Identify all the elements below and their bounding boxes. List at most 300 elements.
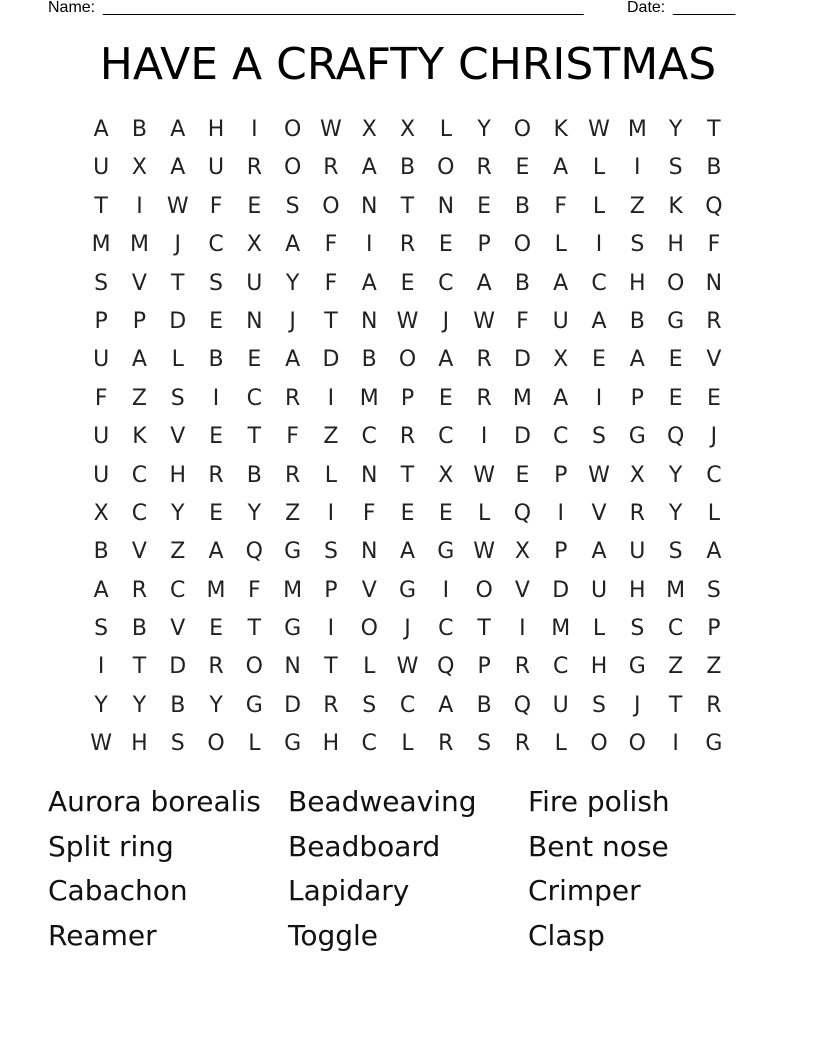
grid-letter: I bbox=[136, 193, 143, 219]
grid-letter: A bbox=[170, 117, 186, 142]
word-bank-item: Cabachon bbox=[48, 874, 188, 908]
grid-letter: E bbox=[592, 347, 606, 373]
grid-letter: I bbox=[365, 232, 373, 258]
grid-letter: U bbox=[629, 539, 646, 565]
grid-letter: A bbox=[553, 155, 569, 181]
grid-letter: L bbox=[171, 347, 184, 373]
grid-letter: Z bbox=[706, 654, 722, 680]
grid-letter: E bbox=[247, 193, 262, 219]
grid-letter: C bbox=[170, 577, 186, 603]
grid-letter: W bbox=[396, 308, 419, 334]
grid-row bbox=[82, 533, 733, 571]
grid-letter: T bbox=[707, 117, 721, 142]
grid-letter: X bbox=[629, 462, 645, 488]
grid-letter: R bbox=[399, 424, 416, 450]
grid-letter: P bbox=[400, 385, 415, 411]
grid-letter: G bbox=[667, 308, 685, 334]
grid-letter: E bbox=[477, 193, 492, 219]
grid-letter: H bbox=[131, 731, 148, 757]
grid-row bbox=[82, 380, 733, 418]
grid-letter: Z bbox=[170, 539, 186, 565]
grid-letter: X bbox=[131, 155, 147, 181]
grid-letter: P bbox=[554, 462, 568, 488]
grid-letter: R bbox=[629, 500, 645, 526]
grid-letter: I bbox=[327, 500, 335, 526]
grid-letter: R bbox=[284, 385, 301, 411]
grid-letter: H bbox=[667, 232, 684, 258]
grid-letter: T bbox=[94, 193, 108, 219]
grid-letter: A bbox=[208, 539, 224, 565]
grid-letter: A bbox=[553, 385, 569, 411]
grid-letter: B bbox=[399, 155, 416, 181]
grid-letter: C bbox=[438, 616, 454, 642]
grid-letter: P bbox=[477, 654, 491, 680]
grid-letter: L bbox=[592, 193, 606, 219]
grid-letter: S bbox=[170, 385, 185, 411]
grid-letter: T bbox=[668, 692, 683, 718]
grid-letter: X bbox=[399, 117, 416, 142]
grid-letter: J bbox=[634, 692, 641, 718]
date-blank-line: _______ bbox=[673, 0, 736, 16]
grid-letter: X bbox=[361, 117, 377, 142]
grid-letter: M bbox=[359, 385, 379, 411]
grid-letter: F bbox=[248, 577, 261, 603]
grid-letter: W bbox=[588, 462, 610, 488]
grid-letter: D bbox=[169, 308, 187, 334]
grid-letter: Z bbox=[668, 654, 684, 680]
grid-letter: J bbox=[710, 424, 718, 450]
grid-letter: O bbox=[283, 155, 302, 181]
grid-letter: S bbox=[477, 731, 492, 757]
grid-letter: Z bbox=[131, 385, 147, 411]
grid-letter: E bbox=[209, 616, 223, 642]
grid-letter: I bbox=[442, 577, 450, 603]
grid-letter: O bbox=[666, 270, 685, 296]
grid-letter: U bbox=[590, 577, 608, 603]
grid-letter: T bbox=[171, 270, 185, 296]
grid-letter: Z bbox=[285, 500, 301, 526]
grid-letter: R bbox=[284, 462, 301, 488]
grid-letter: B bbox=[131, 117, 147, 142]
grid-letter: D bbox=[513, 424, 531, 450]
grid-letter: H bbox=[590, 654, 608, 680]
grid-letter: W bbox=[588, 117, 610, 142]
grid-letter: S bbox=[630, 232, 645, 258]
grid-letter: W bbox=[473, 462, 495, 488]
grid-letter: W bbox=[473, 308, 495, 334]
grid-letter: K bbox=[553, 117, 568, 142]
grid-letter: B bbox=[170, 692, 186, 718]
grid-letter: A bbox=[93, 117, 109, 142]
grid-letter: L bbox=[554, 731, 567, 757]
grid-letter: P bbox=[477, 232, 491, 258]
grid-letter: G bbox=[437, 539, 455, 565]
word-bank-item: Lapidary bbox=[288, 874, 410, 908]
grid-letter: G bbox=[245, 692, 263, 718]
grid-letter: R bbox=[246, 155, 262, 181]
word-bank-item: Fire polish bbox=[528, 785, 670, 818]
grid-letter: V bbox=[591, 500, 607, 526]
grid-letter: R bbox=[131, 577, 148, 603]
grid-row bbox=[82, 457, 733, 495]
grid-letter: G bbox=[705, 731, 723, 757]
grid-letter: M bbox=[206, 577, 226, 603]
grid-letter: F bbox=[554, 193, 568, 219]
grid-letter: H bbox=[629, 577, 646, 603]
grid-letter: A bbox=[438, 347, 454, 373]
grid-letter: G bbox=[628, 424, 646, 450]
grid-letter: F bbox=[94, 385, 108, 411]
grid-letter: R bbox=[476, 347, 492, 373]
grid-letter: R bbox=[208, 462, 224, 488]
grid-letter: L bbox=[554, 232, 567, 258]
grid-row bbox=[82, 303, 733, 341]
grid-letter: A bbox=[591, 308, 607, 334]
grid-letter: P bbox=[630, 385, 644, 411]
grid-row bbox=[82, 648, 733, 686]
word-bank-item: Toggle bbox=[288, 919, 379, 953]
grid-letter: A bbox=[170, 155, 186, 181]
grid-letter: G bbox=[284, 616, 302, 642]
grid-letter: A bbox=[629, 347, 645, 373]
grid-letter: Y bbox=[132, 692, 147, 718]
grid-letter: G bbox=[628, 654, 646, 680]
grid-row bbox=[82, 226, 733, 264]
grid-letter: U bbox=[93, 155, 110, 181]
grid-letter: O bbox=[590, 731, 608, 757]
grid-letter: P bbox=[707, 616, 721, 642]
grid-letter: O bbox=[322, 193, 340, 219]
grid-letter: H bbox=[207, 117, 225, 142]
grid-letter: C bbox=[131, 500, 148, 526]
grid-letter: C bbox=[208, 232, 224, 258]
grid-letter: C bbox=[438, 424, 454, 450]
grid-letter: L bbox=[592, 616, 606, 642]
grid-letter: Z bbox=[629, 193, 645, 219]
grid-letter: S bbox=[285, 193, 300, 219]
grid-letter: S bbox=[209, 270, 224, 296]
grid-letter: G bbox=[398, 577, 417, 603]
word-bank-item: Split ring bbox=[48, 829, 174, 863]
grid-letter: K bbox=[132, 424, 147, 450]
grid-letter: Y bbox=[477, 117, 491, 142]
grid-letter: I bbox=[519, 616, 526, 642]
grid-letter: R bbox=[323, 692, 339, 718]
grid-letter: E bbox=[668, 385, 683, 411]
grid-row bbox=[82, 725, 733, 763]
grid-letter: M bbox=[551, 616, 571, 642]
grid-row bbox=[82, 572, 733, 610]
grid-letter: E bbox=[400, 500, 415, 526]
grid-letter: S bbox=[630, 616, 645, 642]
grid-letter: C bbox=[131, 462, 148, 488]
word-bank-item: Bent nose bbox=[528, 829, 669, 863]
grid-letter: V bbox=[131, 539, 147, 565]
grid-letter: A bbox=[399, 539, 416, 565]
grid-letter: S bbox=[94, 270, 109, 296]
word-bank bbox=[48, 780, 768, 959]
grid-letter: V bbox=[706, 347, 722, 373]
grid-letter: W bbox=[90, 731, 113, 757]
grid-letter: R bbox=[476, 155, 492, 181]
grid-letter: L bbox=[592, 155, 606, 181]
grid-letter: A bbox=[361, 270, 377, 296]
grid-letter: O bbox=[360, 616, 378, 642]
grid-letter: Y bbox=[171, 500, 185, 526]
grid-row bbox=[82, 188, 733, 226]
grid-letter: C bbox=[706, 462, 722, 488]
grid-letter: S bbox=[668, 539, 683, 565]
grid-letter: R bbox=[438, 731, 454, 757]
grid-letter: N bbox=[360, 539, 378, 565]
grid-letter: Y bbox=[94, 692, 108, 718]
grid-letter: Q bbox=[705, 193, 723, 219]
grid-letter: F bbox=[324, 270, 338, 296]
grid-letter: L bbox=[477, 500, 491, 526]
grid-letter: I bbox=[327, 385, 335, 411]
page-title: HAVE A CRAFTY CHRISTMAS bbox=[99, 39, 717, 90]
grid-letter: E bbox=[515, 462, 530, 488]
grid-letter: X bbox=[246, 232, 262, 258]
grid-letter: T bbox=[132, 654, 147, 680]
grid-letter: I bbox=[212, 385, 220, 411]
grid-letter: R bbox=[514, 654, 531, 680]
grid-letter: R bbox=[399, 232, 416, 258]
grid-letter: I bbox=[327, 616, 335, 642]
grid-letter: C bbox=[553, 424, 569, 450]
grid-letter: M bbox=[129, 232, 149, 258]
grid-letter: A bbox=[285, 232, 301, 258]
grid-letter: T bbox=[400, 462, 415, 488]
grid-letter: Z bbox=[323, 424, 339, 450]
grid-letter: F bbox=[286, 424, 299, 450]
grid-letter: F bbox=[209, 193, 223, 219]
word-bank-item: Beadweaving bbox=[288, 785, 477, 818]
grid-letter: C bbox=[553, 654, 569, 680]
grid-letter: I bbox=[251, 117, 258, 142]
grid-letter: H bbox=[629, 270, 646, 296]
grid-letter: Y bbox=[668, 462, 683, 488]
grid-letter: J bbox=[442, 308, 450, 334]
grid-letter: V bbox=[131, 270, 147, 296]
word-bank-item: Reamer bbox=[48, 919, 157, 953]
grid-letter: N bbox=[360, 193, 378, 219]
grid-letter: A bbox=[361, 155, 377, 181]
grid-letter: O bbox=[398, 347, 417, 373]
date-label: Date: bbox=[627, 0, 666, 16]
grid-row bbox=[82, 149, 733, 187]
word-bank-item: Aurora borealis bbox=[48, 785, 261, 818]
grid-letter: S bbox=[323, 539, 338, 565]
grid-letter: L bbox=[363, 654, 376, 680]
grid-letter: F bbox=[362, 500, 376, 526]
grid-letter: R bbox=[208, 654, 224, 680]
grid-letter: Q bbox=[513, 500, 532, 526]
grid-letter: Y bbox=[209, 692, 223, 718]
grid-row bbox=[82, 265, 733, 303]
grid-letter: I bbox=[480, 424, 488, 450]
grid-letter: H bbox=[169, 462, 187, 488]
word-bank-row bbox=[48, 914, 768, 959]
worksheet-header bbox=[48, 0, 748, 18]
grid-letter: U bbox=[246, 270, 263, 296]
grid-letter: S bbox=[706, 577, 721, 603]
grid-letter: A bbox=[438, 692, 454, 718]
grid-letter: E bbox=[438, 232, 453, 258]
word-search-grid bbox=[82, 111, 733, 764]
grid-letter: W bbox=[320, 117, 342, 142]
grid-letter: A bbox=[706, 539, 722, 565]
grid-row bbox=[82, 610, 733, 648]
grid-letter: E bbox=[400, 270, 415, 296]
grid-letter: S bbox=[94, 616, 109, 642]
grid-letter: E bbox=[438, 385, 453, 411]
grid-letter: S bbox=[668, 155, 683, 181]
grid-letter: R bbox=[706, 692, 722, 718]
grid-letter: D bbox=[552, 577, 570, 603]
grid-letter: B bbox=[208, 347, 224, 373]
grid-letter: J bbox=[289, 308, 296, 334]
grid-letter: N bbox=[284, 654, 301, 680]
grid-letter: B bbox=[706, 155, 722, 181]
grid-letter: E bbox=[209, 308, 223, 334]
grid-letter: D bbox=[322, 347, 340, 373]
grid-letter: C bbox=[361, 424, 377, 450]
grid-letter: C bbox=[438, 270, 454, 296]
grid-letter: R bbox=[514, 731, 531, 757]
grid-letter: N bbox=[437, 193, 455, 219]
grid-letter: B bbox=[361, 347, 377, 373]
grid-letter: E bbox=[247, 347, 262, 373]
grid-letter: Q bbox=[245, 539, 263, 565]
grid-letter: U bbox=[552, 308, 569, 334]
grid-letter: L bbox=[401, 731, 414, 757]
grid-row bbox=[82, 495, 733, 533]
grid-letter: I bbox=[595, 232, 603, 258]
name-blank-line: ______________________________________________________ bbox=[103, 0, 584, 16]
grid-letter: Q bbox=[437, 654, 455, 680]
word-bank-item: Crimper bbox=[528, 874, 641, 908]
grid-letter: U bbox=[207, 155, 225, 181]
grid-letter: X bbox=[553, 347, 569, 373]
grid-letter: P bbox=[94, 308, 108, 334]
grid-letter: X bbox=[514, 539, 530, 565]
grid-letter: A bbox=[553, 270, 569, 296]
grid-letter: L bbox=[707, 500, 721, 526]
grid-row bbox=[82, 341, 733, 379]
grid-letter: I bbox=[595, 385, 603, 411]
grid-letter: K bbox=[668, 193, 683, 219]
grid-letter: S bbox=[170, 731, 185, 757]
grid-letter: W bbox=[473, 539, 495, 565]
word-bank-item: Beadboard bbox=[288, 829, 441, 863]
grid-letter: T bbox=[247, 424, 262, 450]
grid-letter: X bbox=[93, 500, 109, 526]
grid-letter: A bbox=[93, 577, 109, 603]
grid-letter: N bbox=[705, 270, 723, 296]
grid-letter: L bbox=[324, 462, 338, 488]
grid-letter: J bbox=[404, 616, 411, 642]
grid-letter: D bbox=[169, 654, 187, 680]
grid-letter: C bbox=[667, 616, 684, 642]
grid-letter: G bbox=[284, 731, 302, 757]
grid-letter: B bbox=[246, 462, 262, 488]
grid-letter: O bbox=[283, 117, 302, 142]
grid-letter: I bbox=[634, 155, 641, 181]
grid-letter: O bbox=[513, 232, 532, 258]
word-bank-item: Clasp bbox=[528, 919, 605, 953]
grid-letter: N bbox=[246, 308, 263, 334]
grid-letter: B bbox=[131, 616, 147, 642]
grid-letter: N bbox=[360, 308, 378, 334]
grid-letter: O bbox=[628, 731, 646, 757]
grid-letter: O bbox=[245, 654, 263, 680]
grid-row bbox=[82, 418, 733, 456]
grid-row bbox=[82, 687, 733, 725]
grid-letter: S bbox=[592, 692, 606, 718]
grid-letter: X bbox=[438, 462, 454, 488]
grid-letter: E bbox=[209, 424, 223, 450]
grid-letter: W bbox=[396, 654, 419, 680]
grid-letter: D bbox=[284, 692, 302, 718]
grid-letter: U bbox=[93, 424, 110, 450]
grid-letter: R bbox=[476, 385, 492, 411]
grid-letter: M bbox=[91, 232, 111, 258]
grid-letter: E bbox=[706, 385, 721, 411]
grid-letter: Y bbox=[247, 500, 262, 526]
grid-letter: M bbox=[512, 385, 532, 411]
grid-letter: A bbox=[131, 347, 147, 373]
grid-letter: W bbox=[166, 193, 189, 219]
grid-letter: F bbox=[516, 308, 529, 334]
name-label: Name: bbox=[48, 0, 96, 16]
grid-letter: V bbox=[361, 577, 377, 603]
grid-letter: E bbox=[668, 347, 683, 373]
grid-letter: D bbox=[513, 347, 531, 373]
grid-letter: I bbox=[672, 731, 679, 757]
grid-letter: C bbox=[246, 385, 263, 411]
grid-letter: Q bbox=[666, 424, 685, 450]
word-bank-row bbox=[48, 825, 768, 870]
grid-letter: O bbox=[513, 117, 532, 142]
word-bank-row bbox=[48, 869, 768, 914]
grid-letter: M bbox=[627, 117, 647, 142]
grid-letter: Y bbox=[668, 500, 683, 526]
grid-row bbox=[82, 111, 733, 149]
grid-letter: N bbox=[360, 462, 378, 488]
grid-letter: C bbox=[361, 731, 377, 757]
grid-letter: B bbox=[93, 539, 109, 565]
grid-letter: L bbox=[439, 117, 452, 142]
grid-letter: P bbox=[132, 308, 147, 334]
grid-letter: C bbox=[399, 692, 416, 718]
grid-letter: T bbox=[477, 616, 491, 642]
grid-letter: G bbox=[284, 539, 302, 565]
grid-letter: M bbox=[666, 577, 686, 603]
grid-letter: I bbox=[97, 654, 105, 680]
grid-letter: Y bbox=[285, 270, 300, 296]
grid-letter: E bbox=[209, 500, 223, 526]
grid-letter: P bbox=[324, 577, 338, 603]
grid-letter: B bbox=[476, 692, 492, 718]
grid-letter: O bbox=[207, 731, 225, 757]
grid-letter: F bbox=[707, 232, 721, 258]
grid-letter: M bbox=[283, 577, 303, 603]
grid-letter: Q bbox=[513, 692, 532, 718]
grid-letter: H bbox=[322, 731, 340, 757]
grid-letter: V bbox=[170, 424, 186, 450]
grid-letter: E bbox=[438, 500, 453, 526]
